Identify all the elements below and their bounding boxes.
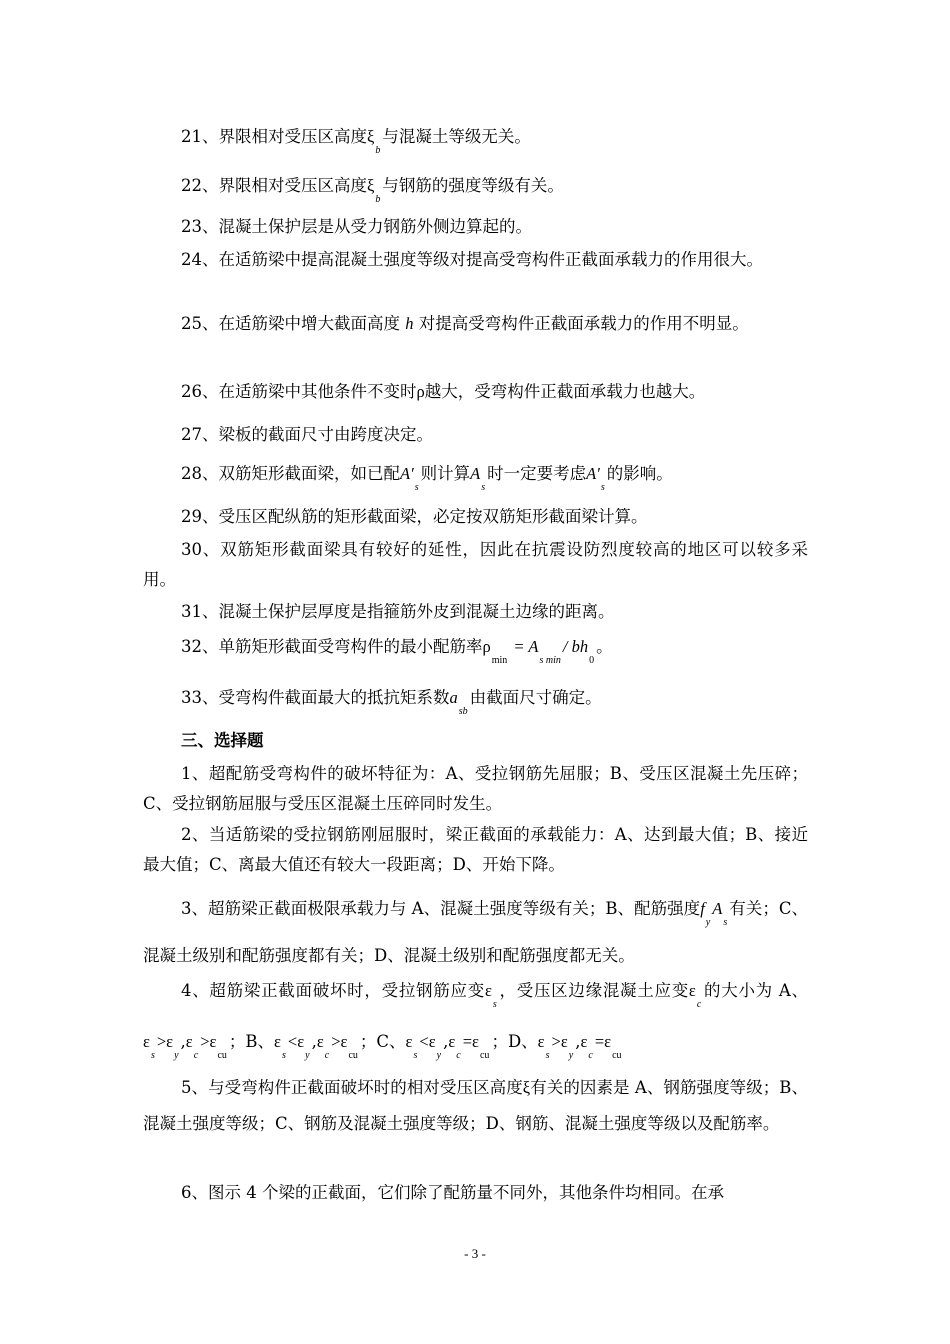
section-heading: 三、选择题 [181,731,264,750]
item-29: 29、受压区配纵筋的矩形截面梁，必定按双筋矩形截面梁计算。 [181,507,648,526]
question-1: 1、超配筋受弯构件的破坏特征为：A、受拉钢筋先屈服；B、受压区混凝土先压碎；C、受拉钢筋屈服与受压区混凝土压碎同时发生。 [143,764,808,813]
item-30: 30、双筋矩形截面梁具有较好的延性，因此在抗震设防烈度较高的地区可以较多采用。 [143,540,808,589]
page-number: - 3 - [464,1246,486,1261]
item-21: 21、界限相对受压区高度$\xi_b$与混凝土等级无关。 [181,127,531,156]
item-27: 27、梁板的截面尺寸由跨度决定。 [181,425,433,444]
question-5: 5、与受弯构件正截面破坏时的相对受压区高度ξ有关的因素是 A、钢筋强度等级；B、混凝土强度等级；C、钢筋及混凝土强度等级；D、钢筋、混凝土强度等级以及配筋率。 [143,1078,808,1133]
item-22: 22、界限相对受压区高度$\xi_b$与钢筋的强度等级有关。 [181,176,564,205]
item-32: 32、单筋矩形截面受弯构件的最小配筋率$\rho_{min} = A_{s min}/$ $bh_0$。 [181,637,613,666]
item-24: 24、在适筋梁中提高混凝土强度等级对提高受弯构件正截面承载力的作用很大。 [181,250,763,269]
item-26: 26、在适筋梁中其他条件不变时ρ越大，受弯构件正截面承载力也越大。 [181,382,706,401]
item-25: 25、在适筋梁中增大截面高度 h 对提高受弯构件正截面承载力的作用不明显。 [181,314,749,333]
question-3: 3、超筋梁正截面极限承载力与 A、混凝土强度等级有关；B、配筋强度$f_yA_s$有关；C、混凝土级别和配筋强度都有关；D、混凝土级别和配筋强度都无关。 [143,899,808,965]
item-31: 31、混凝土保护层厚度是指箍筋外皮到混凝土边缘的距离。 [181,602,615,621]
question-4: 4、超筋梁正截面破坏时，受拉钢筋应变$\varepsilon_s$，受压区边缘混凝土应变$\varepsilon_c$的大小为 A、$\varepsilon_s>\varepsilon_y,\varepsilon_c>\varepsilon_{cu}$；B、$\varepsilon_s<\varepsilon_y,\varepsilon_c>\varepsilon_{cu}$；C、$\varepsilon_s<\varepsilon_y,\varepsilon_c=\varepsilon_{cu}$；D、$\varepsilon_s>\varepsilon_y,\varepsilon_c=\varepsilon_{cu}$ [143,981,808,1061]
item-28: 28、双筋矩形截面梁，如已配$A'_s$则计算$A_s$时一定要考虑$A'_s$的影响。 [181,464,673,493]
item-33: 33、受弯构件截面最大的抵抗矩系数$a_{sb}$由截面尺寸确定。 [181,688,602,717]
item-23: 23、混凝土保护层是从受力钢筋外侧边算起的。 [181,217,532,236]
question-2: 2、当适筋梁的受拉钢筋刚屈服时，梁正截面的承载能力：A、达到最大值；B、接近最大值；C、离最大值还有较大一段距离；D、开始下降。 [143,825,808,874]
question-6: 6、图示 4 个梁的正截面，它们除了配筋量不同外，其他条件均相同。在承 [181,1183,724,1202]
